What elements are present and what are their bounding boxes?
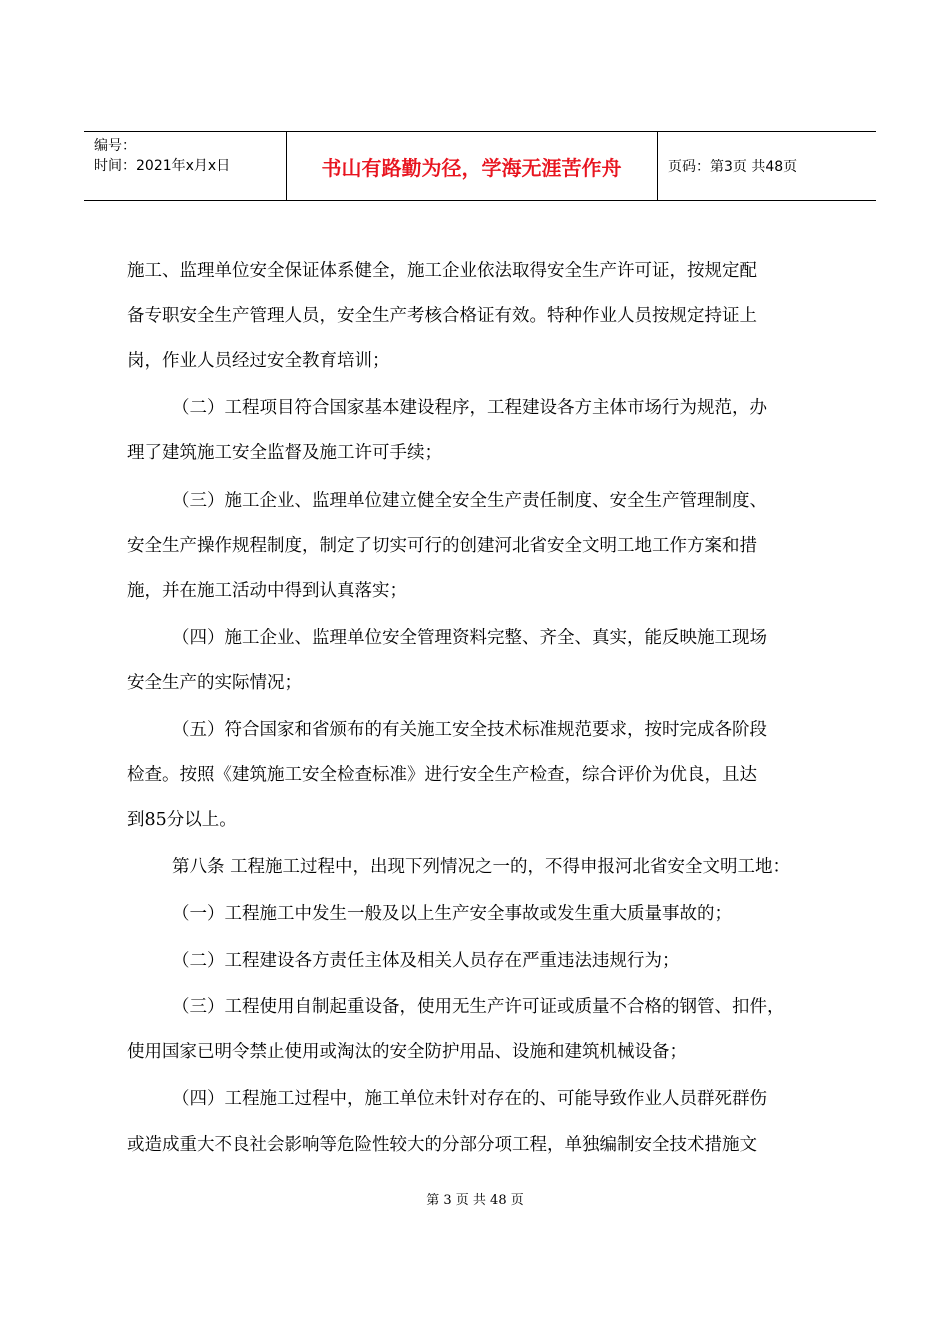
body-line: 检查。按照《建筑施工安全检查标准》进行安全生产检查，综合评价为优良，且达 <box>127 765 757 785</box>
body-line: （四）工程施工过程中，施工单位未针对存在的、可能导致作业人员群死群伤 <box>172 1089 767 1109</box>
page-label: 页码：第3页 共48页 <box>668 159 798 175</box>
body-line: （三）施工企业、监理单位建立健全安全生产责任制度、安全生产管理制度、 <box>172 491 767 511</box>
body-line: 第八条 工程施工过程中，出现下列情况之一的，不得申报河北省安全文明工地： <box>172 857 791 877</box>
body-line: 安全生产的实际情况； <box>127 673 302 693</box>
body-line: 到85分以上。 <box>127 810 237 830</box>
motto: 书山有路勤为径，学海无涯苦作舟 <box>321 155 622 180</box>
body-line: 施，并在施工活动中得到认真落实； <box>127 581 407 601</box>
body-line: （二）工程项目符合国家基本建设程序，工程建设各方主体市场行为规范，办 <box>172 398 767 418</box>
body-line: （一）工程施工中发生一般及以上生产安全事故或发生重大质量事故的； <box>172 904 732 924</box>
body-line: 备专职安全生产管理人员，安全生产考核合格证有效。特种作业人员按规定持证上 <box>127 306 757 326</box>
body-line: 施工、监理单位安全保证体系健全，施工企业依法取得安全生产许可证，按规定配 <box>127 261 757 281</box>
page-footer: 第 3 页 共 48 页 <box>426 1193 524 1208</box>
body-line: （五）符合国家和省颁布的有关施工安全技术标准规范要求，按时完成各阶段 <box>172 720 767 740</box>
time-label: 时间：2021年x月x日 <box>94 158 231 174</box>
body-line: （二）工程建设各方责任主体及相关人员存在严重违法违规行为； <box>172 951 680 971</box>
header-divider <box>657 132 658 200</box>
document-header <box>84 131 876 201</box>
body-line: 或造成重大不良社会影响等危险性较大的分部分项工程，单独编制安全技术措施文 <box>127 1135 757 1155</box>
body-line: 理了建筑施工安全监督及施工许可手续； <box>127 443 442 463</box>
header-meta <box>94 136 230 176</box>
number-label: 编号： <box>94 138 136 154</box>
body-line: 岗，作业人员经过安全教育培训； <box>127 351 390 371</box>
body-line: 安全生产操作规程制度，制定了切实可行的创建河北省安全文明工地工作方案和措 <box>127 536 757 556</box>
body-line: （三）工程使用自制起重设备，使用无生产许可证或质量不合格的钢管、扣件， <box>172 997 785 1017</box>
body-line: （四）施工企业、监理单位安全管理资料完整、齐全、真实，能反映施工现场 <box>172 628 767 648</box>
body-line: 使用国家已明令禁止使用或淘汰的安全防护用品、设施和建筑机械设备； <box>127 1042 687 1062</box>
